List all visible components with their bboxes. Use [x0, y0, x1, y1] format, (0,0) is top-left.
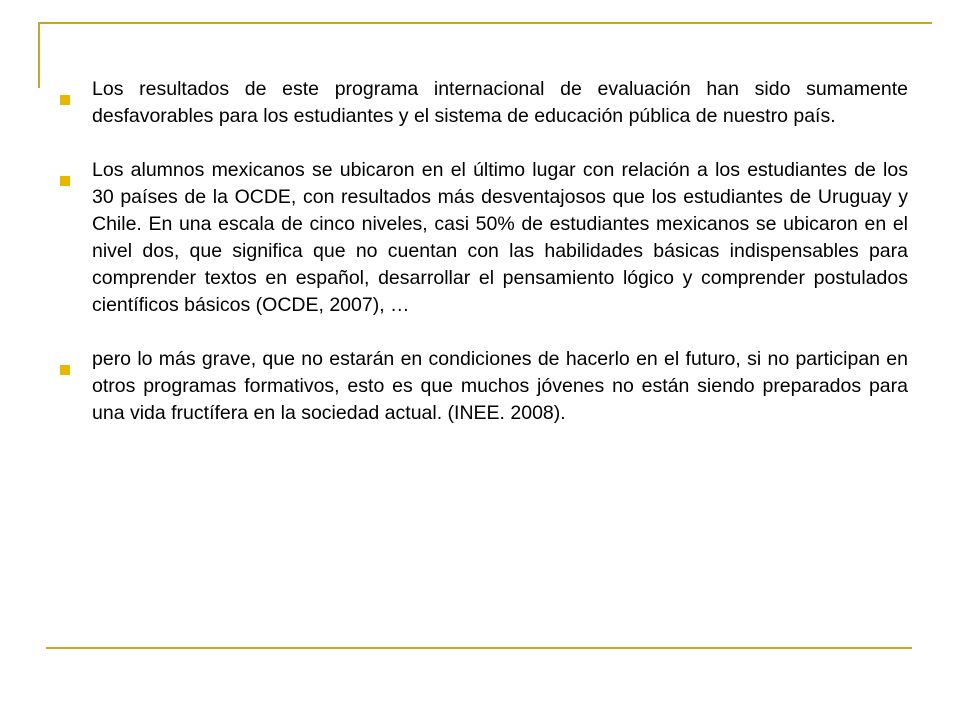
bullet-item [56, 76, 908, 130]
square-bullet-icon [60, 176, 70, 186]
bottom-border-rule [46, 647, 912, 649]
slide-body [56, 76, 908, 454]
top-border-rule [38, 22, 932, 24]
bullet-text: Los alumnos mexicanos se ubicaron en el último lugar con relación a los estudiantes de los 30 países de la OCDE, con resultados más desventajosos que los estudiantes de Uruguay y Chile. En una escala de cinco niveles, casi 50% de estudiantes mexicanos se ubicaron en el nivel dos, que significa que no cuentan con las habilidades básicas indispensables para comprender textos en español, desarrollar el pensamiento lógico y comprender postulados científicos básicos (OCDE, 2007), … [92, 159, 908, 316]
bullet-text: Los resultados de este programa internacional de evaluación han sido sumamente desfavorables para los estudiantes y el sistema de educación pública de nuestro país. [92, 78, 908, 127]
bullet-item [56, 157, 908, 319]
bullet-item [56, 346, 908, 427]
square-bullet-icon [60, 95, 70, 105]
bullet-text: pero lo más grave, que no estarán en condiciones de hacerlo en el futuro, si no participan en otros programas formativos, esto es que muchos jóvenes no están siendo preparados para una vida fructífera en la sociedad actual. (INEE. 2008). [92, 348, 908, 424]
square-bullet-icon [60, 365, 70, 375]
left-border-rule [38, 22, 40, 88]
